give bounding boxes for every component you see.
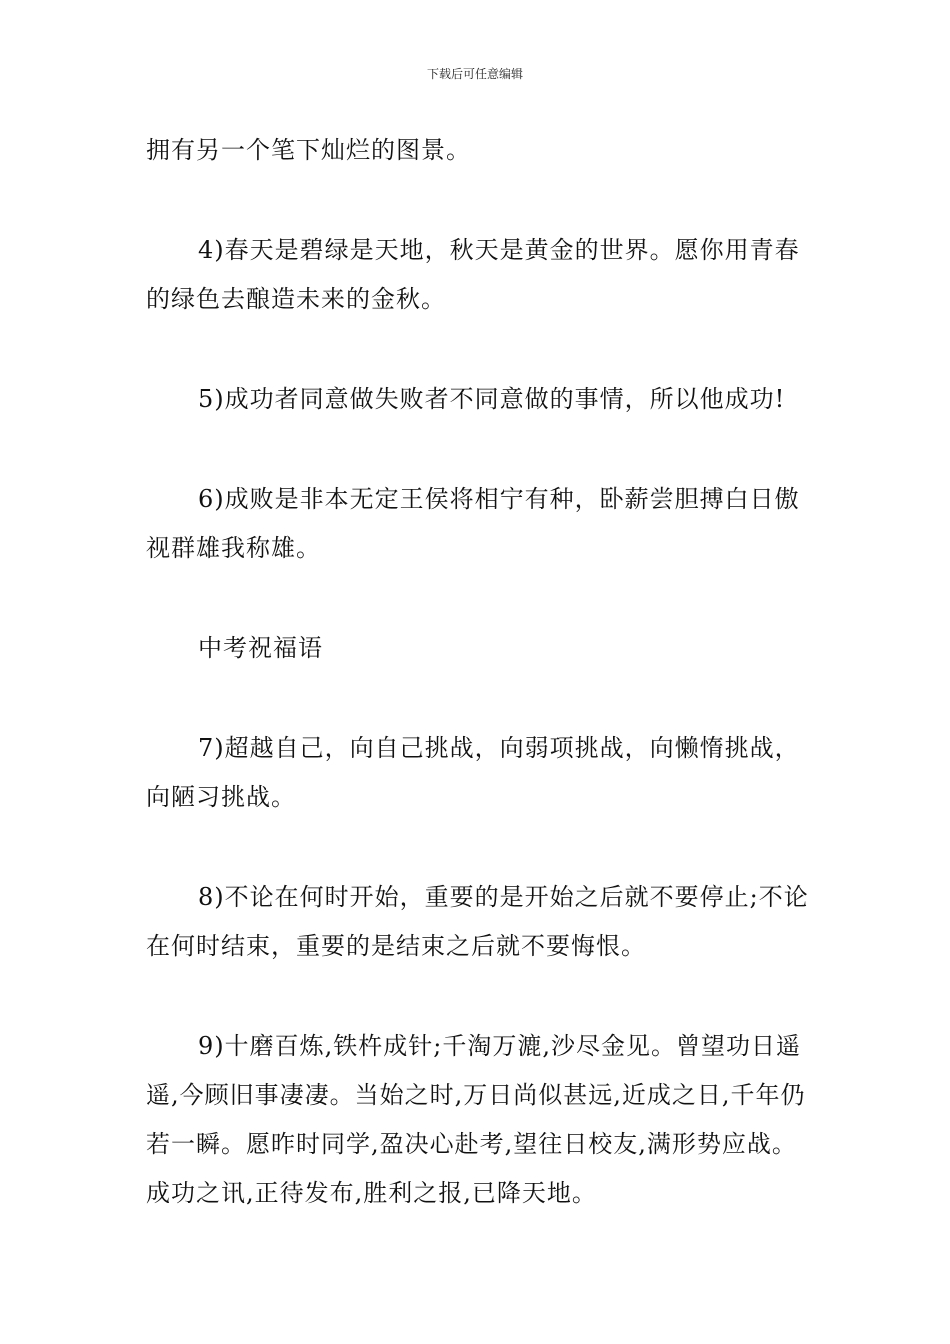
- paragraph-item-5: 5)成功者同意做失败者不同意做的事情，所以他成功!: [198, 385, 786, 413]
- paragraph-item-9: 9)十磨百炼,铁杵成针;千淘万漉,沙尽金见。曾望功日遥遥,今顾旧事凄凄。当始之时,万日尚似甚远,近成之日,千年仍若一瞬。愿昨时同学,盈决心赴考,望往日校友,满形势应战。成功之讯,正待发布,胜利之报,已降天地。: [146, 1032, 806, 1207]
- paragraph-continuation: 拥有另一个笔下灿烂的图景。: [146, 136, 471, 164]
- paragraph-item-4: 4)春天是碧绿是天地，秋天是黄金的世界。愿你用青春的绿色去酿造未来的金秋。: [146, 236, 800, 313]
- document-body: [146, 126, 814, 1218]
- page-header: 下载后可任意编辑: [426, 67, 523, 81]
- paragraph-item-8: 8)不论在何时开始，重要的是开始之后就不要停止;不论在何时结束，重要的是结束之后就不要悔恨。: [146, 883, 809, 960]
- paragraph-item-6: 6)成败是非本无定王侯将相宁有种，卧薪尝胆搏白日傲视群雄我称雄。: [146, 485, 800, 562]
- paragraph-item-7: 7)超越自己，向自己挑战，向弱项挑战，向懒惰挑战，向陋习挑战。: [146, 734, 800, 811]
- section-heading: 中考祝福语: [198, 634, 323, 662]
